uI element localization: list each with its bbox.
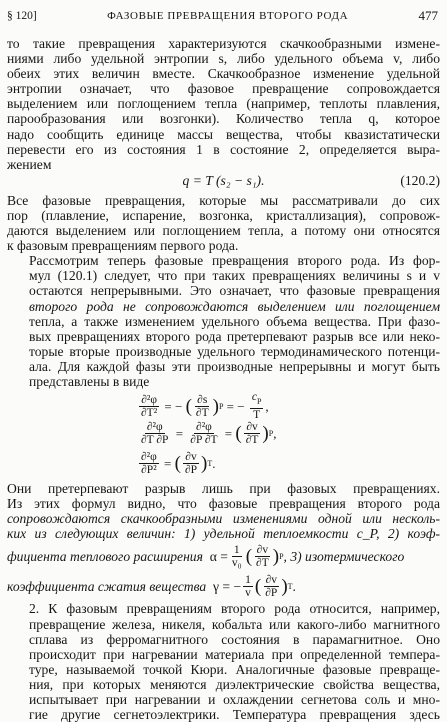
text-line: второго рода не сопровождаются выделением или поглощением bbox=[29, 298, 440, 314]
text-line: к фазовым превращениям первого рода. bbox=[7, 238, 239, 254]
text-line: Из этих формул видно, что фазовые превращения второго рода bbox=[7, 496, 440, 512]
text-line: торые вторые производные удельного термодинамического потенци- bbox=[29, 343, 440, 359]
section-reference: § 120] bbox=[7, 10, 37, 22]
paragraph-1 bbox=[7, 36, 440, 172]
text-line: энтропии означает, что фазовое превращение сопровождается bbox=[7, 81, 440, 97]
text-line: испытывает при нагревании и охлаждении сегнетова соль и мно- bbox=[29, 692, 440, 707]
text-line: 2. К фазовым превращениям второго рода относится, например, bbox=[29, 601, 440, 617]
text-line: даются выделением или поглощением тепла, а потому они относятся bbox=[7, 223, 440, 239]
text-line: туре, называемой точкой Кюри. Аналогичные фазовые превраще- bbox=[29, 661, 440, 677]
text-line: ала. Для каждой фазы эти производные непрерывны и могут быть bbox=[29, 358, 440, 374]
running-title: ФАЗОВЫЕ ПРЕВРАЩЕНИЯ ВТОРОГО РОДА bbox=[107, 10, 349, 22]
text-line: представлены в виде bbox=[29, 373, 150, 389]
page-body bbox=[7, 36, 440, 722]
text-line: выделением или поглощением тепла (например, теплоты плавления, bbox=[7, 96, 440, 112]
equation-system bbox=[7, 391, 440, 479]
text-line: ния, при которых меняются диэлектрические свойства вещества, bbox=[29, 676, 440, 692]
text-line: надо сообщить единице массы вещества, чтобы квазистатически bbox=[7, 126, 440, 142]
text-line: ниями либо удельной энтропии s, либо удельного объема v, либо bbox=[7, 51, 440, 67]
text-line: Рассмотрим теперь фазовые превращения второго рода. Из фор- bbox=[29, 253, 440, 269]
paragraph-4 bbox=[7, 481, 440, 601]
text-line: мул (120.1) следует, что при таких превращениях величины s и v bbox=[29, 268, 440, 284]
equation-120-2 bbox=[7, 173, 440, 190]
paragraph-3 bbox=[7, 253, 440, 389]
text-line: гие другие сегнетоэлектрики. Температура превращения здесь bbox=[29, 707, 440, 722]
running-header bbox=[7, 6, 438, 26]
equation-line-2: $\frac{\text{∂²φ}}{\partial T \partial P}$ = $\frac{\text{∂²φ}}{\partial P \partial T}$ = ( $\frac{\partial v}{\partial T}$ ) P , bbox=[141, 421, 277, 447]
paragraph-2 bbox=[7, 193, 440, 253]
paragraph-5 bbox=[7, 601, 440, 722]
equation-line-1: $\frac{\text{∂²φ}}{\text{∂T²}}$ = − ( $\frac{\partial s}{\partial T}$ ) P = − $\frac{c_P}{T}$ , bbox=[141, 391, 269, 422]
page-number: 477 bbox=[418, 8, 438, 23]
text-line: Они претерпевают разрыв лишь при фазовых превращениях. bbox=[7, 481, 440, 497]
text-line: то такие превращения характеризуются скачкообразными измене- bbox=[7, 36, 440, 51]
text-line: обеих этих величин вместе. Скачкообразное изменение удельной bbox=[7, 66, 440, 82]
text-line: тепла, а также изменением удельного объема вещества. При фазо- bbox=[29, 313, 440, 329]
math-line-alpha: фициента теплового расширения α = $\frac{1}{\text{v₀}}$ ( $\frac{\partial v}{\partial T}$ ) P , 3) изотермического bbox=[7, 543, 405, 569]
equation-number: (120.2) bbox=[400, 172, 440, 188]
text-line: ких из следующих величин: 1) удельной теплоемкости c_P, 2) коэф- bbox=[7, 526, 440, 542]
equation-formula: q = T (s₂ − s₁). bbox=[182, 172, 265, 188]
text-line: перевести его из состояния 1 в состояние 2, определяется выра- bbox=[7, 141, 440, 157]
text-line: парообразования или возгонки). Количество тепла q, которое bbox=[7, 111, 440, 127]
text-line: сплава из ферромагнитного состояния в парамагнитное. Оно bbox=[29, 631, 440, 647]
text-line: Все фазовые превращения, которые мы рассматривали до сих bbox=[7, 192, 440, 208]
text-line: пор (плавление, испарение, возгонка, кристаллизация), сопровож- bbox=[7, 207, 440, 223]
text-line: происходит при нагревании материала при определенной темпера- bbox=[29, 646, 440, 662]
text-line: остаются непрерывными. Это означает, что фазовые превращения bbox=[29, 283, 440, 299]
text-line: сопровождаются скачкообразными изменениями одной или несколь- bbox=[7, 511, 440, 527]
text-line: жением bbox=[7, 156, 52, 172]
text-line: вых превращениях второго рода претерпевают разрыв все или неко- bbox=[29, 328, 440, 344]
text-line: превращение железа, никеля, кобальта или какого-либо магнитного bbox=[29, 616, 440, 632]
math-line-gamma: коэффициента сжатия вещества γ = − $\frac{1}{v}$ ( $\frac{\partial v}{\partial P}$ ) T . bbox=[7, 573, 296, 599]
equation-line-3: $\frac{\text{∂²φ}}{\text{∂P²}}$ = ( $\frac{\partial v}{\partial P}$ ) T . bbox=[141, 451, 216, 477]
